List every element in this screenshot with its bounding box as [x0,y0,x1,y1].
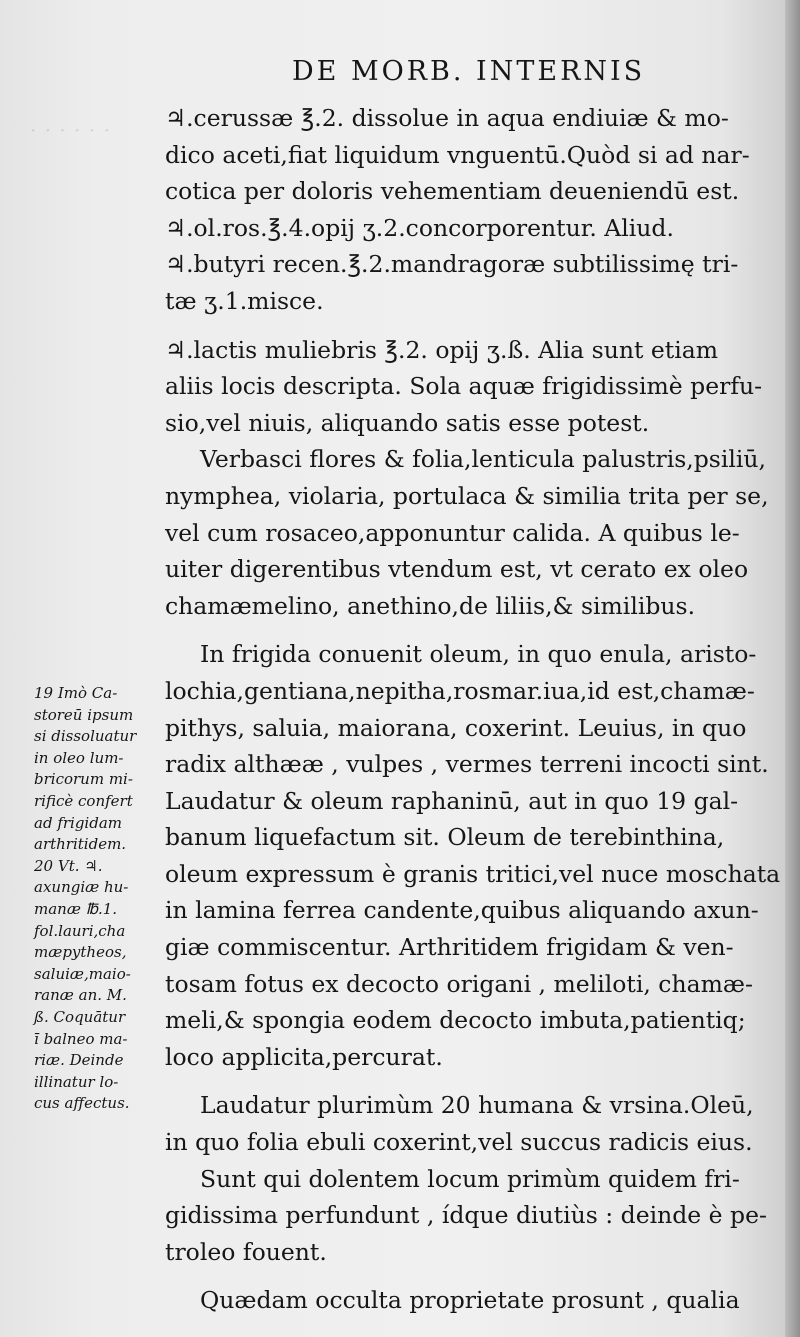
margin-line: ī balneo ma- [34,1029,128,1048]
text-line: pithys, saluia, maiorana, coxerint. Leuius, in quo [165,713,747,742]
margin-line: mæpytheos, [34,943,127,962]
text-line: ♃.butyri recen.℥.2.mandragoræ subtilissimę tri- [165,250,739,279]
main-text-block [165,100,781,1319]
text-line: in lamina ferrea candente,quibus aliquando axun- [165,896,759,925]
text-line: Sunt qui dolentem locum primùm quidem fri- [200,1164,740,1193]
text-line: meli,& spongia eodem decocto imbuta,patientiq; [165,1006,746,1035]
text-line: In frigida conuenit oleum, in quo enula, aristo- [200,640,757,669]
margin-line: ß. Coquātur [34,1007,126,1026]
text-line: banum liquefactum sit. Oleum de terebinthina, [165,823,725,852]
text-line: cotica per doloris vehementiam deueniendū est. [165,177,740,206]
margin-line: 19 Imò Ca- [34,684,118,702]
text-line: nymphea, violaria, portulaca & similia trita per se, [165,481,769,510]
margin-line: storeū ipsum [34,705,134,724]
margin-line: axungiæ hu- [34,878,129,897]
text-line: Quædam occulta proprietate prosunt , qualia [200,1286,740,1315]
text-line: tosam fotus ex decocto origani , meliloti, chamæ- [165,969,753,998]
margin-line: arthritidem. [34,835,127,854]
marginal-annotation [34,683,162,1115]
margin-line: fol.lauri,cha [34,921,126,940]
margin-line: cus affectus. [34,1094,130,1113]
margin-line: manæ ℔.1. [34,899,118,918]
margin-line: rificè confert [34,791,133,810]
text-line: sio,vel niuis, aliquando satis esse potest. [165,408,650,437]
text-line: troleo fouent. [165,1237,327,1266]
text-line: in quo folia ebuli coxerint,vel succus radicis eius. [165,1128,753,1157]
text-line: ♃.cerussæ ℥.2. dissolue in aqua endiuiæ & mo- [165,104,729,132]
text-line: Laudatur plurimùm 20 humana & vrsina.Oleū, [200,1091,754,1120]
text-line: gidissima perfundunt , ídque diutiùs : deinde è pe- [165,1201,767,1230]
text-line: oleum expressum è granis tritici,vel nuce moschata [165,859,781,888]
margin-line: illinatur lo- [34,1072,119,1091]
text-line: vel cum rosaceo,apponuntur calida. A quibus le- [165,518,740,547]
bleed-through-text: · · · · · · [30,118,111,142]
text-line: dico aceti,fiat liquidum vnguentū.Quòd si ad nar- [165,140,750,169]
text-line: Verbasci flores & folia,lenticula palustris,psiliū, [200,445,767,474]
text-line: radix althææ , vulpes , vermes terreni incocti sint. [165,750,769,779]
text-line: aliis locis descripta. Sola aquæ frigidissimè perfu- [165,372,763,401]
margin-line: bricorum mi- [34,770,133,789]
margin-line: ad frigidam [34,813,123,832]
text-line: giæ commiscentur. Arthritidem frigidam & ven- [165,933,734,962]
margin-line: saluiæ,maio- [34,964,131,983]
margin-line: ranæ an. M. [34,986,127,1005]
text-line: loco applicita,percurat. [165,1042,443,1071]
text-line: ♃.lactis muliebris ℥.2. opij ʒ.ß. Alia sunt etiam [165,335,719,364]
margin-line: 20 Vt. ♃. [34,856,103,875]
margin-line: in oleo lum- [34,748,124,767]
text-line: lochia,gentiana,nepitha,rosmar.iua,id est,chamæ- [165,676,755,705]
text-line: chamæmelino, anethino,de liliis,& similibus. [165,591,696,620]
running-header: DE MORB. INTERNIS [292,56,646,87]
page-edge-shadow [785,0,800,1337]
text-line: Laudatur & oleum raphaninū, aut in quo 19 gal- [165,786,739,815]
margin-line: riæ. Deinde [34,1051,124,1070]
text-line: uiter digerentibus vtendum est, vt cerato ex oleo [165,555,749,584]
margin-line: si dissoluatur [34,727,137,746]
text-line: tæ ʒ.1.misce. [165,286,324,315]
text-line: ♃.ol.ros.℥.4.opij ʒ.2.concorporentur. Aliud. [165,213,674,242]
